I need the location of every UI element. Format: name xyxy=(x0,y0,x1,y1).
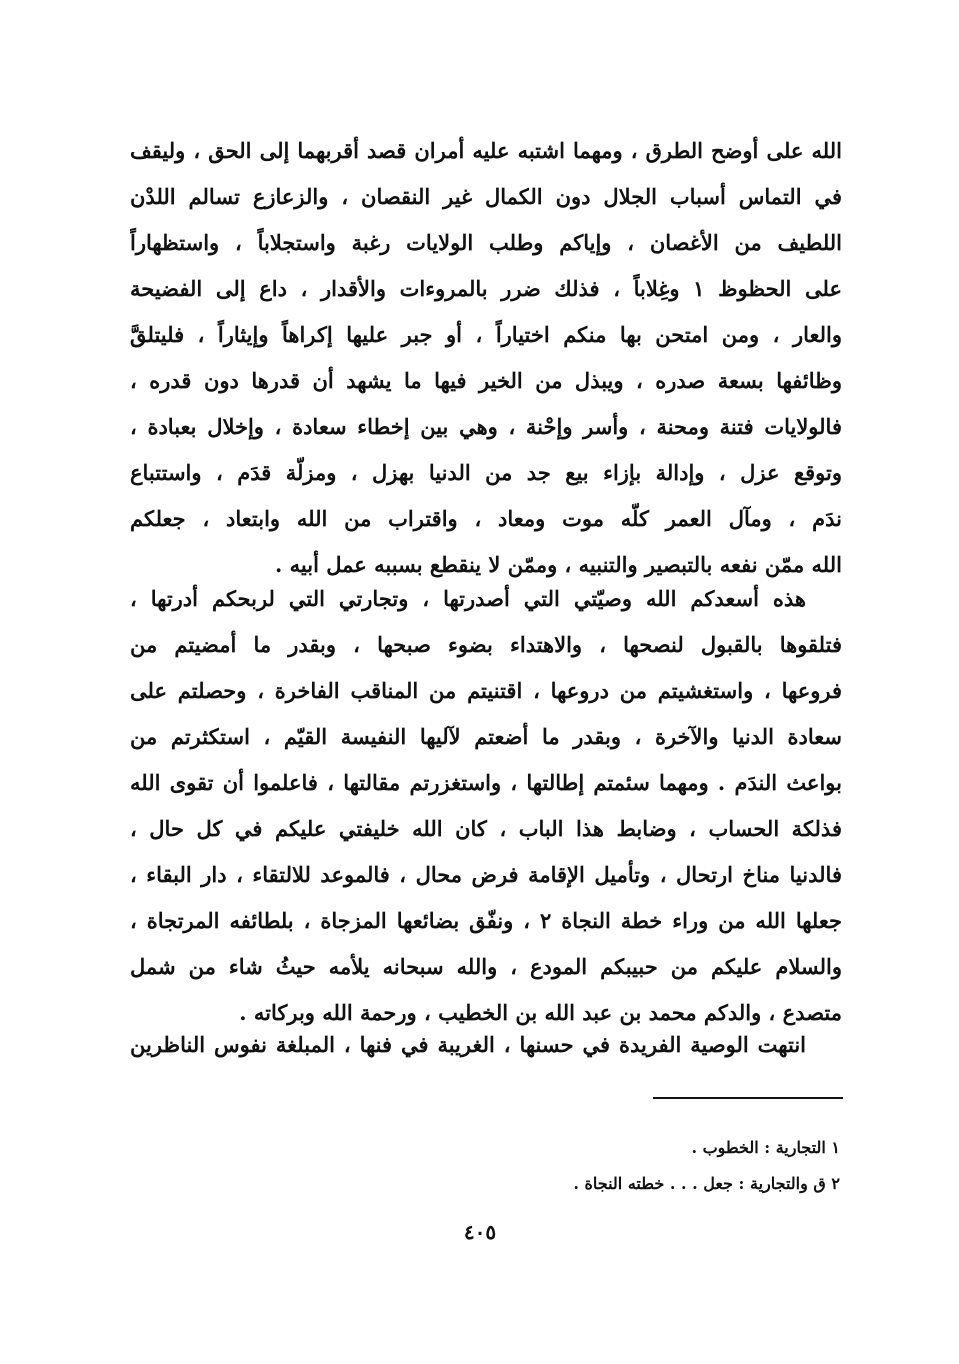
text-line: والعار ، ومن امتحن بها منكم اختياراً ، أو جبر عليها إكراهاً وإيثاراً ، فليتلقَّ xyxy=(130,322,842,347)
text-line: في التماس أسباب الجلال دون الكمال غير النقصان ، والزعازع تسالم اللدْن xyxy=(130,184,842,209)
page-number: ٤٠٥ xyxy=(463,1220,497,1244)
paragraph-1 xyxy=(130,128,842,588)
text-line: سعادة الدنيا والآخرة ، وبقدر ما أضعتم لآليها النفيسة القيّم ، استكثرتم من xyxy=(130,724,842,749)
text-line: الله ممّن نفعه بالتبصير والتنبيه ، وممّن لا ينقطع بسببه عمل أبيه . xyxy=(275,552,842,577)
text-line: فالدنيا مناخ ارتحال ، وتأميل الإقامة فرض محال ، فالموعد للالتقاء ، دار البقاء ، xyxy=(130,862,842,887)
text-line: فروعها ، واستغشيتم من دروعها ، اقتنيتم من المناقب الفاخرة ، وحصلتم على xyxy=(130,678,842,703)
text-line: على الحظوظ ١ وغِلاباً ، فذلك ضرر بالمروءات والأقدار ، داع إلى الفضيحة xyxy=(130,276,842,301)
text-line: والسلام عليكم من حبيبكم المودع ، والله سبحانه يلأمه حيثُ شاء من شمل xyxy=(130,954,842,979)
text-line: فالولايات فتنة ومحنة ، وأسر وإحْنة ، وهي بين إخطاء سعادة ، وإخلال بعبادة ، xyxy=(130,414,842,439)
text-line: انتهت الوصية الفريدة في حسنها ، الغريبة في فنها ، المبلغة نفوس الناظرين xyxy=(130,1032,806,1057)
text-line: الله على أوضح الطرق ، ومهما اشتبه عليه أمران قصد أقربهما إلى الحق ، وليقف xyxy=(130,138,842,163)
footnotes xyxy=(400,1130,840,1202)
text-line: وظائفها بسعة صدره ، ويبذل من الخير فيها ما يشهد أن قدرها دون قدره ، xyxy=(130,368,842,393)
footnote: ٢ ق والتجارية : جعل . . . خطته النجاة . xyxy=(573,1174,840,1193)
text-line: ندَم ، ومآل العمر كلّه موت ومعاد ، واقتراب من الله وابتعاد ، جعلكم xyxy=(130,506,842,531)
text-line: فتلقوها بالقبول لنصحها ، والاهتداء بضوء صبحها ، وبقدر ما أمضيتم من xyxy=(130,632,842,657)
footnote: ١ التجارية : الخطوب . xyxy=(691,1138,840,1157)
text-line: وتوقع عزل ، وإدالة بإزاء بيع جد من الدنيا بهزل ، ومزلّة قدَم ، واستتباع xyxy=(130,460,842,485)
text-line: جعلها الله من وراء خطة النجاة ٢ ، ونفّق بضائعها المزجاة ، بلطائفه المرتجاة ، xyxy=(130,908,842,933)
text-line: بواعث الندَم . ومهما سئمتم إطالتها ، واستغزرتم مقالتها ، فاعلموا أن تقوى الله xyxy=(130,770,842,795)
text-line: اللطيف من الأغصان ، وإياكم وطلب الولايات رغبة واستجلاباً ، واستظهاراً xyxy=(130,230,842,255)
paragraph-2 xyxy=(130,576,842,1036)
text-line: هذه أسعدكم الله وصيّتي التي أصدرتها ، وتجارتي التي لربحكم أدرتها ، xyxy=(130,586,806,611)
text-line: متصدع ، والدكم محمد بن عبد الله بن الخطيب ، ورحمة الله وبركاته . xyxy=(239,1000,842,1025)
footnote-divider xyxy=(653,1097,843,1099)
text-line: فذلكة الحساب ، وضابط هذا الباب ، كان الله خليفتي عليكم في كل حال ، xyxy=(130,816,842,841)
paragraph-3 xyxy=(130,1022,842,1068)
